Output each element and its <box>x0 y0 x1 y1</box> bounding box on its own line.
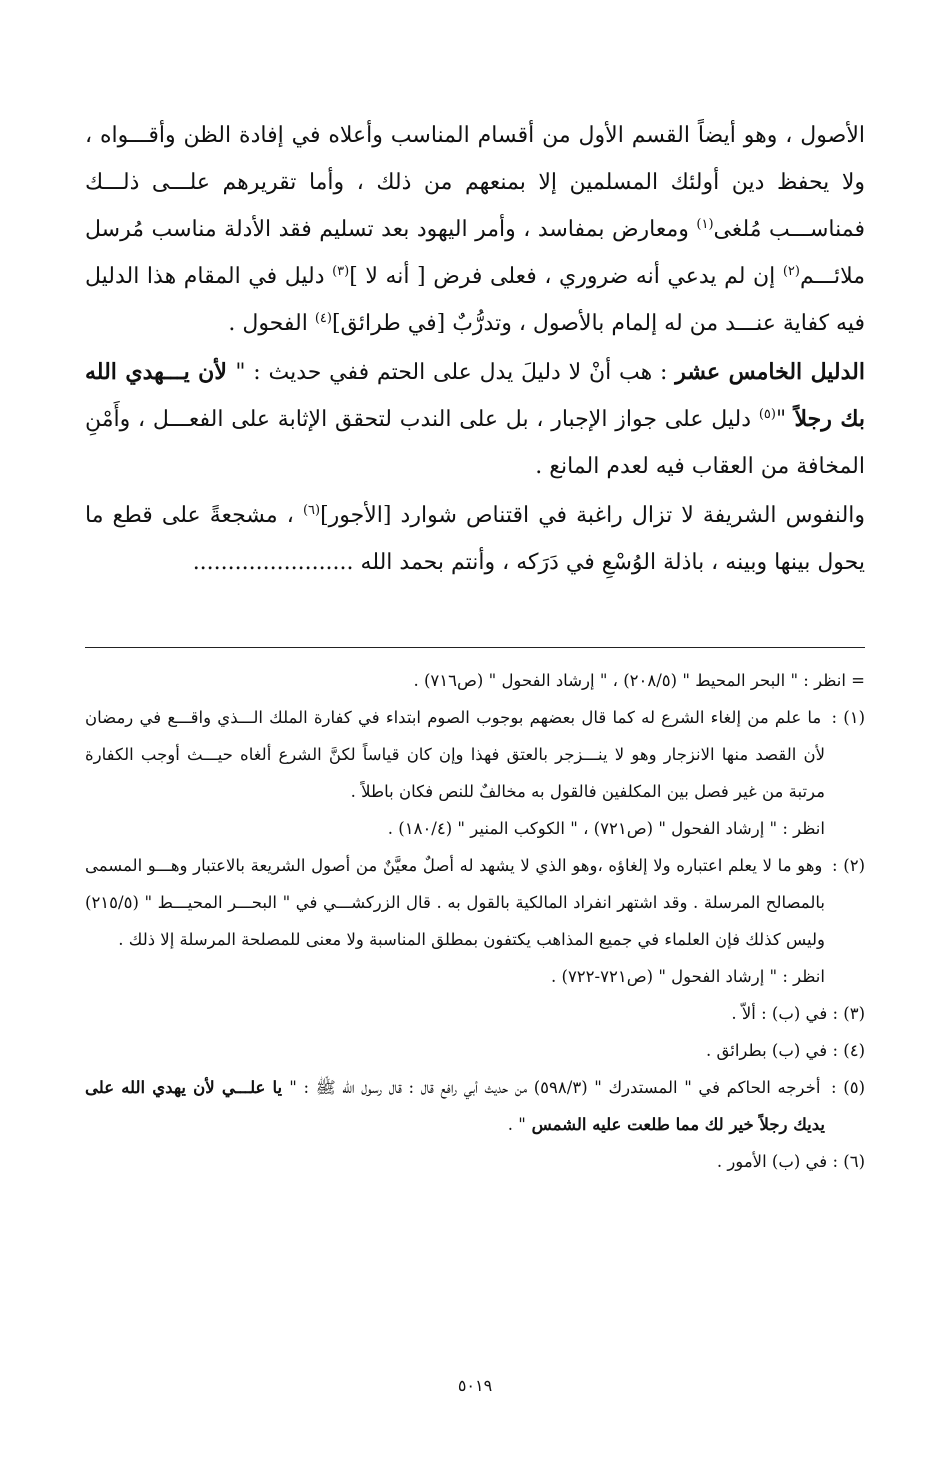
paragraph-3 <box>85 492 865 586</box>
paragraph-2 <box>85 349 865 490</box>
footnote-text: " . <box>507 1115 526 1134</box>
footnote-label: (٥) : <box>831 1078 865 1097</box>
section-heading: الدليل الخامس عشر <box>675 359 865 385</box>
footnote-ref-1[interactable]: (١) <box>696 217 714 232</box>
hadith-quote: لأن يـــهدي الله بك رجلاً <box>85 359 865 432</box>
footnote-ref-2[interactable]: (٢) <box>782 264 800 279</box>
footnote-label: (٢) : <box>832 856 865 875</box>
paragraph-1 <box>85 112 865 347</box>
text-run: ، مشجعةً على قطع ما يحول بينها وبينه ، باذلة الوُسْعِ في دَرَكه ، وأنتم بحمد الله ....................... <box>85 503 865 575</box>
footnote-ref-3[interactable]: (٣) <box>332 264 350 279</box>
footnote-text: وهو ما لا يعلم اعتباره ولا إلغاؤه ،وهو الذي لا يشهد له أصلٌ معيَّنٌ من أصول الشريعة بالاعتبار وهـــو المسمى بالمصالح المرسلة . وقد اشتهر انفراد المالكية بالقول به . قال الزركشـــي في " البحـــر المحيـــط " (٢١٥/٥) وليس كذلك فإن العلماء في جميع المذاهب يكتفون بمطلق المناسبة ولا معنى للمصلحة المرسلة إلا ذلك . <box>85 856 825 949</box>
footnote-ref-4[interactable]: (٤) <box>314 311 332 326</box>
footnote-3: (٣) : في (ب) : ألاّ . <box>731 1004 865 1023</box>
text-run: والنفوس الشريفة لا تزال راغبة في اقتناص شوارد [الأجور] <box>320 503 866 528</box>
text-run: " <box>775 407 787 432</box>
text-run: دليل في المقام هذا الدليل فيه كفاية عنـــد من له إلمام بالأصول ، وتدرُّبٌ [في طرائق] <box>85 264 865 336</box>
text-run: : هب أنْ لا دليلَ يدل على الحتم ففي حديث : " <box>235 360 676 385</box>
footnote-4: (٤) : في (ب) بطرائق . <box>706 1041 865 1060</box>
text-run: إن لم يدعي أنه ضروري ، فعلى فرض [ أنه لا ] <box>349 264 783 289</box>
footnotes <box>85 662 865 1180</box>
text-run: ومعارض بمفاسد ، وأمر اليهود بعد تسليم فقد الأدلة مناسب مُرسل ملائـــم <box>85 217 865 289</box>
footnote-6: (٦) : في (ب) الأمور . <box>716 1152 865 1171</box>
footnote-text: ما علم من إلغاء الشرع له كما قال بعضهم بوجوب الصوم ابتداء في كفارة الملك الـــذي واقـــع في رمضان لأن القصد منها الانزجار وهو لا ينـــزجر بالعتق فهذا وإن كان قياساً لكنَّ الشرع ألغاه حيـــث أوجب الكفارة مرتبة من غير فصل بين المكلفين فالقول به مخالفٌ للنص فكان باطلاً . <box>85 708 825 801</box>
footnote-continuation: = انظر : " البحر المحيط " (٢٠٨/٥) ، " إرشاد الفحول " (ص٧١٦) . <box>413 671 865 690</box>
main-text <box>85 112 865 586</box>
footnote-separator <box>85 647 865 648</box>
footnote-text: أخرجه الحاكم في " المستدرك " (٥٩٨/٣) من حديث أبي رافع قال : قال رسول الله ﷺ : " <box>289 1078 828 1097</box>
footnote-2-reference: انظر : " إرشاد الفحول " (ص٧٢١-٧٢٢) . <box>551 967 825 986</box>
hadith-quote: يا علـــي لأن يهدي الله على يديك رجلاً خير لك مما طلعت عليه الشمس <box>85 1078 825 1134</box>
footnote-5 <box>85 1069 865 1143</box>
footnote-2 <box>85 847 865 958</box>
text-run: الفحول . <box>228 311 315 336</box>
text-run: الأصول ، وهو أيضاً القسم الأول من أقسام المناسب وأعلاه في إفادة الظن وأقـــواه ، ولا يحفظ دين أولئك المسلمين إلا بمنعهم من ذلك ، وأما تقريرهم علـــى ذلـــك فمناســـب مُلغى <box>85 123 866 242</box>
footnote-1 <box>85 699 865 810</box>
footnote-1-reference: انظر : " إرشاد الفحول " (ص٧٢١) ، " الكوكب المنير " (١٨٠/٤) . <box>387 819 825 838</box>
text-run: دليل على جواز الإجبار ، بل على الندب لتحقق الإثابة على الفعـــل ، وأَمْنِ المخافة من العقاب فيه لعدم المانع . <box>85 407 865 479</box>
footnote-ref-5[interactable]: (٥) <box>758 407 776 422</box>
page-number: ٥٠١٩ <box>457 1376 493 1395</box>
footnote-ref-6[interactable]: (٦) <box>302 503 321 518</box>
footnote-label: (١) : <box>831 708 865 727</box>
